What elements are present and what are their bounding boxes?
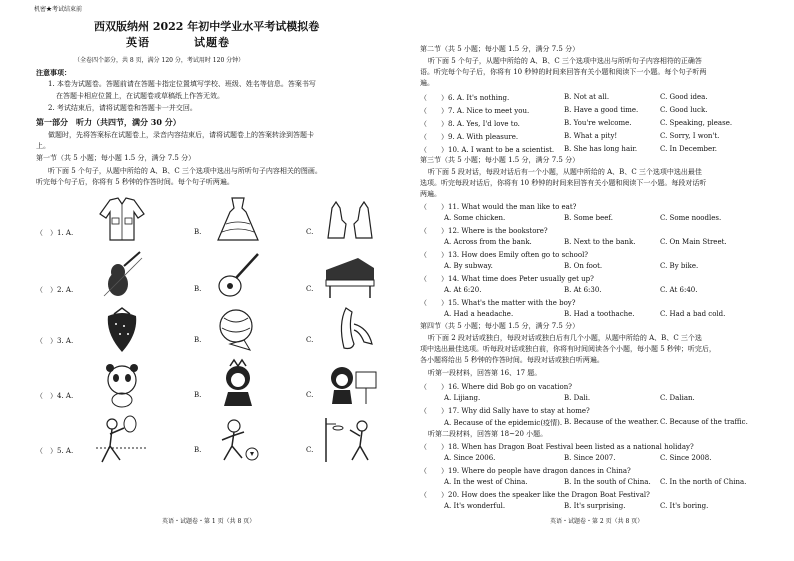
dress-icon bbox=[206, 194, 270, 244]
question-1-b: B. bbox=[194, 228, 202, 236]
question-2-label: （ ）2. A. bbox=[36, 286, 74, 294]
question-14: （ ）14. What time does Peter usually get up? bbox=[420, 275, 594, 283]
question-11-b: B. Some beef. bbox=[564, 214, 613, 222]
question-20: （ ）20. How does the speaker like the Dragon Boat Festival? bbox=[420, 491, 650, 499]
question-12-a: A. Across from the bank. bbox=[444, 238, 532, 246]
question-3-label: （ ）3. A. bbox=[36, 337, 74, 345]
question-6-c: C. Good idea. bbox=[660, 93, 708, 101]
question-19: （ ）19. Where do people have dragon dances in China? bbox=[420, 467, 631, 475]
question-8: （ ）8. A. Yes, I'd love to. bbox=[420, 120, 520, 128]
football-icon bbox=[206, 414, 270, 464]
page-1 bbox=[34, 0, 390, 561]
question-5-c: C. bbox=[306, 446, 314, 454]
material-2-label: 听第二段材料，回答第 18~20 小题。 bbox=[428, 430, 548, 438]
question-16-a: A. Lijiang. bbox=[444, 394, 481, 402]
part1-heading: 第一部分 听力（共四节，满分 30 分） bbox=[36, 117, 181, 127]
violin-icon bbox=[90, 250, 154, 300]
question-3-b: B. bbox=[194, 336, 202, 344]
part1-intro-1: 做题时，先将答案标在试题卷上，录音内容结束后，请将试题卷上的答案转涂到答题卡 bbox=[48, 131, 314, 139]
panda-icon bbox=[90, 358, 154, 408]
notes-item-1b: 在答题卡相应位置上，在试题卷或草稿纸上作答无效。 bbox=[56, 92, 224, 100]
section4-desc-2: 项中选出最佳选项。听每段对话或独白前，你将有时间阅读各个小题，每小题 5 秒钟；听完后， bbox=[420, 345, 716, 353]
section1-desc-2: 听完每个句子后，你将有 5 秒钟的作答时间。每个句子听两遍。 bbox=[36, 178, 234, 186]
page-2 bbox=[414, 0, 764, 561]
question-8-b: B. You're welcome. bbox=[564, 119, 632, 127]
strawberry-icon bbox=[90, 304, 154, 354]
question-6-b: B. Not at all. bbox=[564, 93, 610, 101]
part1-intro-2: 上。 bbox=[36, 142, 50, 150]
question-11-c: C. Some noodles. bbox=[660, 214, 722, 222]
question-11-a: A. Some chicken. bbox=[444, 214, 506, 222]
mascot-sign-icon bbox=[318, 358, 382, 408]
question-2-b: B. bbox=[194, 285, 202, 293]
watermelon-icon bbox=[206, 304, 270, 354]
section1-desc-1: 听下面 5 个句子，从题中所给的 A、B、C 三个选项中选出与所听句子内容相关的图画。 bbox=[48, 167, 322, 175]
section2-desc-2: 语。听完每个句子后，你将有 10 秒钟的时间来回答有关小题和阅读下一小题。每个句子听两 bbox=[420, 68, 707, 76]
question-12-b: B. Next to the bank. bbox=[564, 238, 636, 246]
question-7-b: B. Have a good time. bbox=[564, 106, 639, 114]
section4-desc-1: 听下面 2 段对话或独白，每段对话或独白后有几个小题，从题中所给的 A、B、C 三个选 bbox=[428, 334, 702, 342]
banana-icon bbox=[318, 304, 382, 354]
subject-label: 英语 bbox=[126, 36, 150, 49]
question-2-c: C. bbox=[306, 285, 314, 293]
question-20-c: C. It's boring. bbox=[660, 502, 709, 510]
question-14-a: A. At 6:20. bbox=[444, 286, 482, 294]
question-19-b: B. In the south of China. bbox=[564, 478, 651, 486]
question-18-b: B. Since 2007. bbox=[564, 454, 616, 462]
piano-icon bbox=[318, 250, 382, 300]
section3-desc-2: 选项。听完每段对话后，你将有 10 秒钟的时间来回答有关小题和阅读下一小题。每段对话听 bbox=[420, 179, 707, 187]
question-10: （ ）10. A. I want to be a scientist. bbox=[420, 146, 555, 154]
question-17-c: C. Because of the traffic. bbox=[660, 418, 748, 426]
section2-desc-3: 遍。 bbox=[420, 79, 434, 87]
notes-item-2: 2. 考试结束后，请将试题卷和答题卡一并交回。 bbox=[48, 104, 197, 112]
basketball-icon bbox=[318, 414, 382, 464]
notes-heading: 注意事项： bbox=[36, 68, 71, 77]
question-19-c: C. In the north of China. bbox=[660, 478, 747, 486]
question-18: （ ）18. When has Dragon Boat Festival been listed as a national holiday? bbox=[420, 443, 694, 451]
question-10-b: B. She has long hair. bbox=[564, 145, 638, 153]
question-10-c: C. In December. bbox=[660, 145, 717, 153]
question-9: （ ）9. A. With pleasure. bbox=[420, 133, 519, 141]
question-13-b: B. On foot. bbox=[564, 262, 603, 270]
section2-desc-1: 听下面 5 个句子，从题中所给的 A、B、C 三个选项中选出与所听句子内容相符的正确答 bbox=[428, 57, 702, 65]
confidential-seal: 机密★考试结束前 bbox=[34, 6, 83, 13]
question-16-c: C. Dalian. bbox=[660, 394, 695, 402]
question-20-a: A. It's wonderful. bbox=[444, 502, 506, 510]
question-7: （ ）7. A. Nice to meet you. bbox=[420, 107, 530, 115]
footer-page-2: 英语・试题卷・第 2 页（共 8 页） bbox=[550, 518, 644, 525]
question-16: （ ）16. Where did Bob go on vacation? bbox=[420, 383, 573, 391]
guitar-icon bbox=[206, 250, 270, 300]
section3-desc-1: 听下面 5 段对话，每段对话后有一个小题，从题中所给的 A、B、C 三个选项中选出最佳 bbox=[428, 168, 702, 176]
column-divider bbox=[397, 40, 398, 510]
tennis-icon bbox=[90, 414, 154, 464]
question-9-c: C. Sorry, I won't. bbox=[660, 132, 720, 140]
question-15-c: C. Had a bad cold. bbox=[660, 310, 726, 318]
question-7-c: C. Good luck. bbox=[660, 106, 708, 114]
question-12-c: C. On Main Street. bbox=[660, 238, 727, 246]
question-12: （ ）12. Where is the bookstore? bbox=[420, 227, 548, 235]
question-15-b: B. Had a toothache. bbox=[564, 310, 635, 318]
question-5-label: （ ）5. A. bbox=[36, 447, 74, 455]
jacket-icon bbox=[90, 194, 154, 244]
notes-item-1: 1. 本卷为试题卷。答题前请在答题卡指定位置填写学校、班级、姓名等信息。答案书写 bbox=[48, 80, 316, 88]
question-20-b: B. It's surprising. bbox=[564, 502, 626, 510]
question-4-c: C. bbox=[306, 391, 314, 399]
question-4-label: （ ）4. A. bbox=[36, 392, 74, 400]
question-17-b: B. Because of the weather. bbox=[564, 418, 659, 426]
question-18-c: C. Since 2008. bbox=[660, 454, 712, 462]
question-15: （ ）15. What's the matter with the boy? bbox=[420, 299, 576, 307]
question-9-b: B. What a pity! bbox=[564, 132, 618, 140]
exam-info: （全卷四个部分，共 8 页，满分 120 分，考试用时 120 分钟） bbox=[74, 57, 245, 64]
question-14-c: C. At 6:40. bbox=[660, 286, 698, 294]
question-8-c: C. Speaking, please. bbox=[660, 119, 733, 127]
question-1-c: C. bbox=[306, 228, 314, 236]
question-15-a: A. Had a headache. bbox=[444, 310, 514, 318]
section1-heading: 第一节（共 5 小题；每小题 1.5 分，满分 7.5 分） bbox=[36, 154, 196, 162]
question-13-a: A. By subway. bbox=[444, 262, 493, 270]
question-1-label: （ ）1. A. bbox=[36, 229, 74, 237]
question-5-b: B. bbox=[194, 446, 202, 454]
section4-heading: 第四节（共 5 小题；每小题 1.5 分，满分 7.5 分） bbox=[420, 322, 580, 330]
paper-label: 试题卷 bbox=[194, 36, 230, 49]
question-17-a: A. Because of the epidemic(疫情). bbox=[444, 419, 563, 427]
question-6: （ ）6. A. It's nothing. bbox=[420, 94, 510, 102]
section3-desc-3: 两遍。 bbox=[420, 190, 441, 198]
question-13-c: C. By bike. bbox=[660, 262, 699, 270]
section2-heading: 第二节（共 5 小题；每小题 1.5 分，满分 7.5 分） bbox=[420, 45, 580, 53]
question-13: （ ）13. How does Emily often go to school? bbox=[420, 251, 589, 259]
question-16-b: B. Dali. bbox=[564, 394, 591, 402]
gloves-icon bbox=[318, 194, 382, 244]
question-18-a: A. Since 2006. bbox=[444, 454, 496, 462]
section3-heading: 第三节（共 5 小题；每小题 1.5 分，满分 7.5 分） bbox=[420, 156, 580, 164]
question-19-a: A. In the west of China. bbox=[444, 478, 528, 486]
question-17: （ ）17. Why did Sally have to stay at home? bbox=[420, 407, 590, 415]
mascot-icon bbox=[206, 358, 270, 408]
question-14-b: B. At 6:30. bbox=[564, 286, 602, 294]
question-4-b: B. bbox=[194, 391, 202, 399]
material-1-label: 听第一段材料，回答第 16、17 题。 bbox=[428, 369, 542, 377]
section4-desc-3: 各小题将给出 5 秒钟的作答时间。每段对话或独白听两遍。 bbox=[420, 356, 604, 364]
question-3-c: C. bbox=[306, 336, 314, 344]
exam-title: 西双版纳州 2022 年初中学业水平考试模拟卷 bbox=[94, 20, 320, 33]
question-11: （ ）11. What would the man like to eat? bbox=[420, 203, 577, 211]
footer-page-1: 英语・试题卷・第 1 页（共 8 页） bbox=[162, 518, 256, 525]
